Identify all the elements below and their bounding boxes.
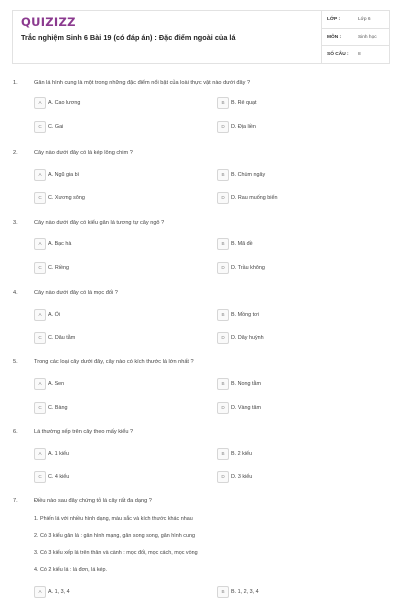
statement-3: 3. Có 3 kiểu xếp lá trên thân và cành : mọc đối, mọc cách, mọc vòng bbox=[34, 550, 198, 556]
meta-row-subject bbox=[322, 28, 390, 46]
option-letter-box: D bbox=[217, 192, 229, 204]
option-letter-box: A bbox=[34, 238, 46, 250]
option-label: A. 1 kiểu bbox=[48, 450, 69, 457]
meta-value: 8 bbox=[358, 52, 361, 57]
option-label: C. Bàng bbox=[48, 404, 68, 411]
option-label: C. Riềng bbox=[48, 264, 69, 271]
option-label: B. Mồng tơi bbox=[231, 311, 259, 318]
option-letter-box: B bbox=[217, 97, 229, 109]
option-letter-box: D bbox=[217, 471, 229, 483]
option-letter-box: B bbox=[217, 378, 229, 390]
meta-key: MÔN : bbox=[327, 35, 342, 40]
option-letter-box: D bbox=[217, 402, 229, 414]
option-letter-box: B bbox=[217, 309, 229, 321]
option-letter-box: A bbox=[34, 169, 46, 181]
option-letter-box: C bbox=[34, 471, 46, 483]
question-text: Gân lá hình cung là một trong những đặc điểm nổi bật của loài thực vật nào dưới đây ? bbox=[34, 80, 251, 86]
option-letter-box: C bbox=[34, 332, 46, 344]
statement-4: 4. Có 2 kiểu lá : lá đơn, lá kép. bbox=[34, 567, 108, 573]
question-text: Lá thường xếp trên cây theo mấy kiểu ? bbox=[34, 429, 134, 435]
option-letter-box: A bbox=[34, 309, 46, 321]
option-letter-box: A bbox=[34, 378, 46, 390]
option-label: A. Ngũ gia bì bbox=[48, 171, 80, 178]
option-letter-box: C bbox=[34, 402, 46, 414]
question-number: 4. bbox=[13, 290, 18, 296]
meta-key: SỐ CÂU : bbox=[327, 52, 349, 57]
option-letter-box: D bbox=[217, 262, 229, 274]
option-label: B. Rẻ quạt bbox=[231, 99, 257, 106]
question-text: Điều nào sau đây chứng tỏ lá cây rất đa dạng ? bbox=[34, 498, 152, 504]
option-letter-box: B bbox=[217, 169, 229, 181]
option-label: D. 3 kiểu bbox=[231, 473, 253, 480]
statement-2: 2. Có 3 kiểu gân lá : gân hình mạng, gân song song, gân hình cung bbox=[34, 533, 195, 539]
option-label: C. 4 kiểu bbox=[48, 473, 70, 480]
question-text: Cây nào dưới đây có lá mọc đối ? bbox=[34, 290, 118, 296]
option-label: D. Dây huỳnh bbox=[231, 334, 264, 341]
option-letter-box: C bbox=[34, 121, 46, 133]
option-letter-box: A bbox=[34, 448, 46, 460]
option-label: B. Chùm ngây bbox=[231, 171, 266, 178]
question-number: 6. bbox=[13, 429, 18, 435]
question-text: Cây nào dưới đây có kiểu gân lá tương tự cây ngô ? bbox=[34, 220, 165, 226]
quizizz-logo: QUIZIZZ bbox=[21, 15, 76, 29]
option-label: A. 1, 3, 4 bbox=[48, 588, 70, 595]
option-label: A. Cao lương bbox=[48, 99, 81, 106]
option-label: D. Trầu không bbox=[231, 264, 265, 271]
option-letter-box: C bbox=[34, 262, 46, 274]
option-letter-box: D bbox=[217, 121, 229, 133]
meta-value: Lớp 6 bbox=[358, 17, 371, 22]
option-label: D. Địa liền bbox=[231, 123, 256, 130]
option-label: A. Ổi bbox=[48, 311, 60, 318]
option-letter-box: A bbox=[34, 586, 46, 598]
question-text: Cây nào dưới đây có lá kép lông chim ? bbox=[34, 150, 133, 156]
meta-row-count bbox=[322, 45, 390, 63]
option-letter-box: B bbox=[217, 586, 229, 598]
question-text: Trong các loại cây dưới đây, cây nào có kích thước lá lớn nhất ? bbox=[34, 359, 194, 365]
statement-1: 1. Phiến lá với nhiều hình dạng, màu sắc và kích thước khác nhau bbox=[34, 516, 193, 522]
option-label: B. Nong tằm bbox=[231, 380, 261, 387]
question-number: 7. bbox=[13, 498, 18, 504]
option-label: A. Sen bbox=[48, 380, 65, 387]
option-label: D. Vàng tâm bbox=[231, 404, 261, 411]
option-letter-box: C bbox=[34, 192, 46, 204]
meta-key: LỚP : bbox=[327, 17, 341, 22]
meta-row-grade bbox=[322, 11, 390, 28]
option-letter-box: D bbox=[217, 332, 229, 344]
option-letter-box: B bbox=[217, 238, 229, 250]
meta-panel bbox=[321, 11, 390, 63]
option-label: B. Mã đề bbox=[231, 240, 253, 247]
option-letter-box: A bbox=[34, 97, 46, 109]
option-label: D. Rau muống biển bbox=[231, 194, 278, 201]
question-number: 1. bbox=[13, 80, 18, 86]
option-letter-box: B bbox=[217, 448, 229, 460]
worksheet-title: Trắc nghiệm Sinh 6 Bài 19 (có đáp án) : Đặc điểm ngoài của lá bbox=[21, 33, 236, 42]
question-number: 3. bbox=[13, 220, 18, 226]
worksheet-header bbox=[12, 10, 390, 64]
option-label: C. Gai bbox=[48, 123, 64, 130]
question-number: 5. bbox=[13, 359, 18, 365]
meta-value: Sinh học bbox=[358, 35, 377, 40]
option-label: C. Xương sông bbox=[48, 194, 85, 201]
question-number: 2. bbox=[13, 150, 18, 156]
option-label: C. Dâu tằm bbox=[48, 334, 76, 341]
option-label: A. Bạc hà bbox=[48, 240, 72, 247]
option-label: B. 2 kiểu bbox=[231, 450, 252, 457]
option-label: B. 1, 2, 3, 4 bbox=[231, 588, 259, 595]
